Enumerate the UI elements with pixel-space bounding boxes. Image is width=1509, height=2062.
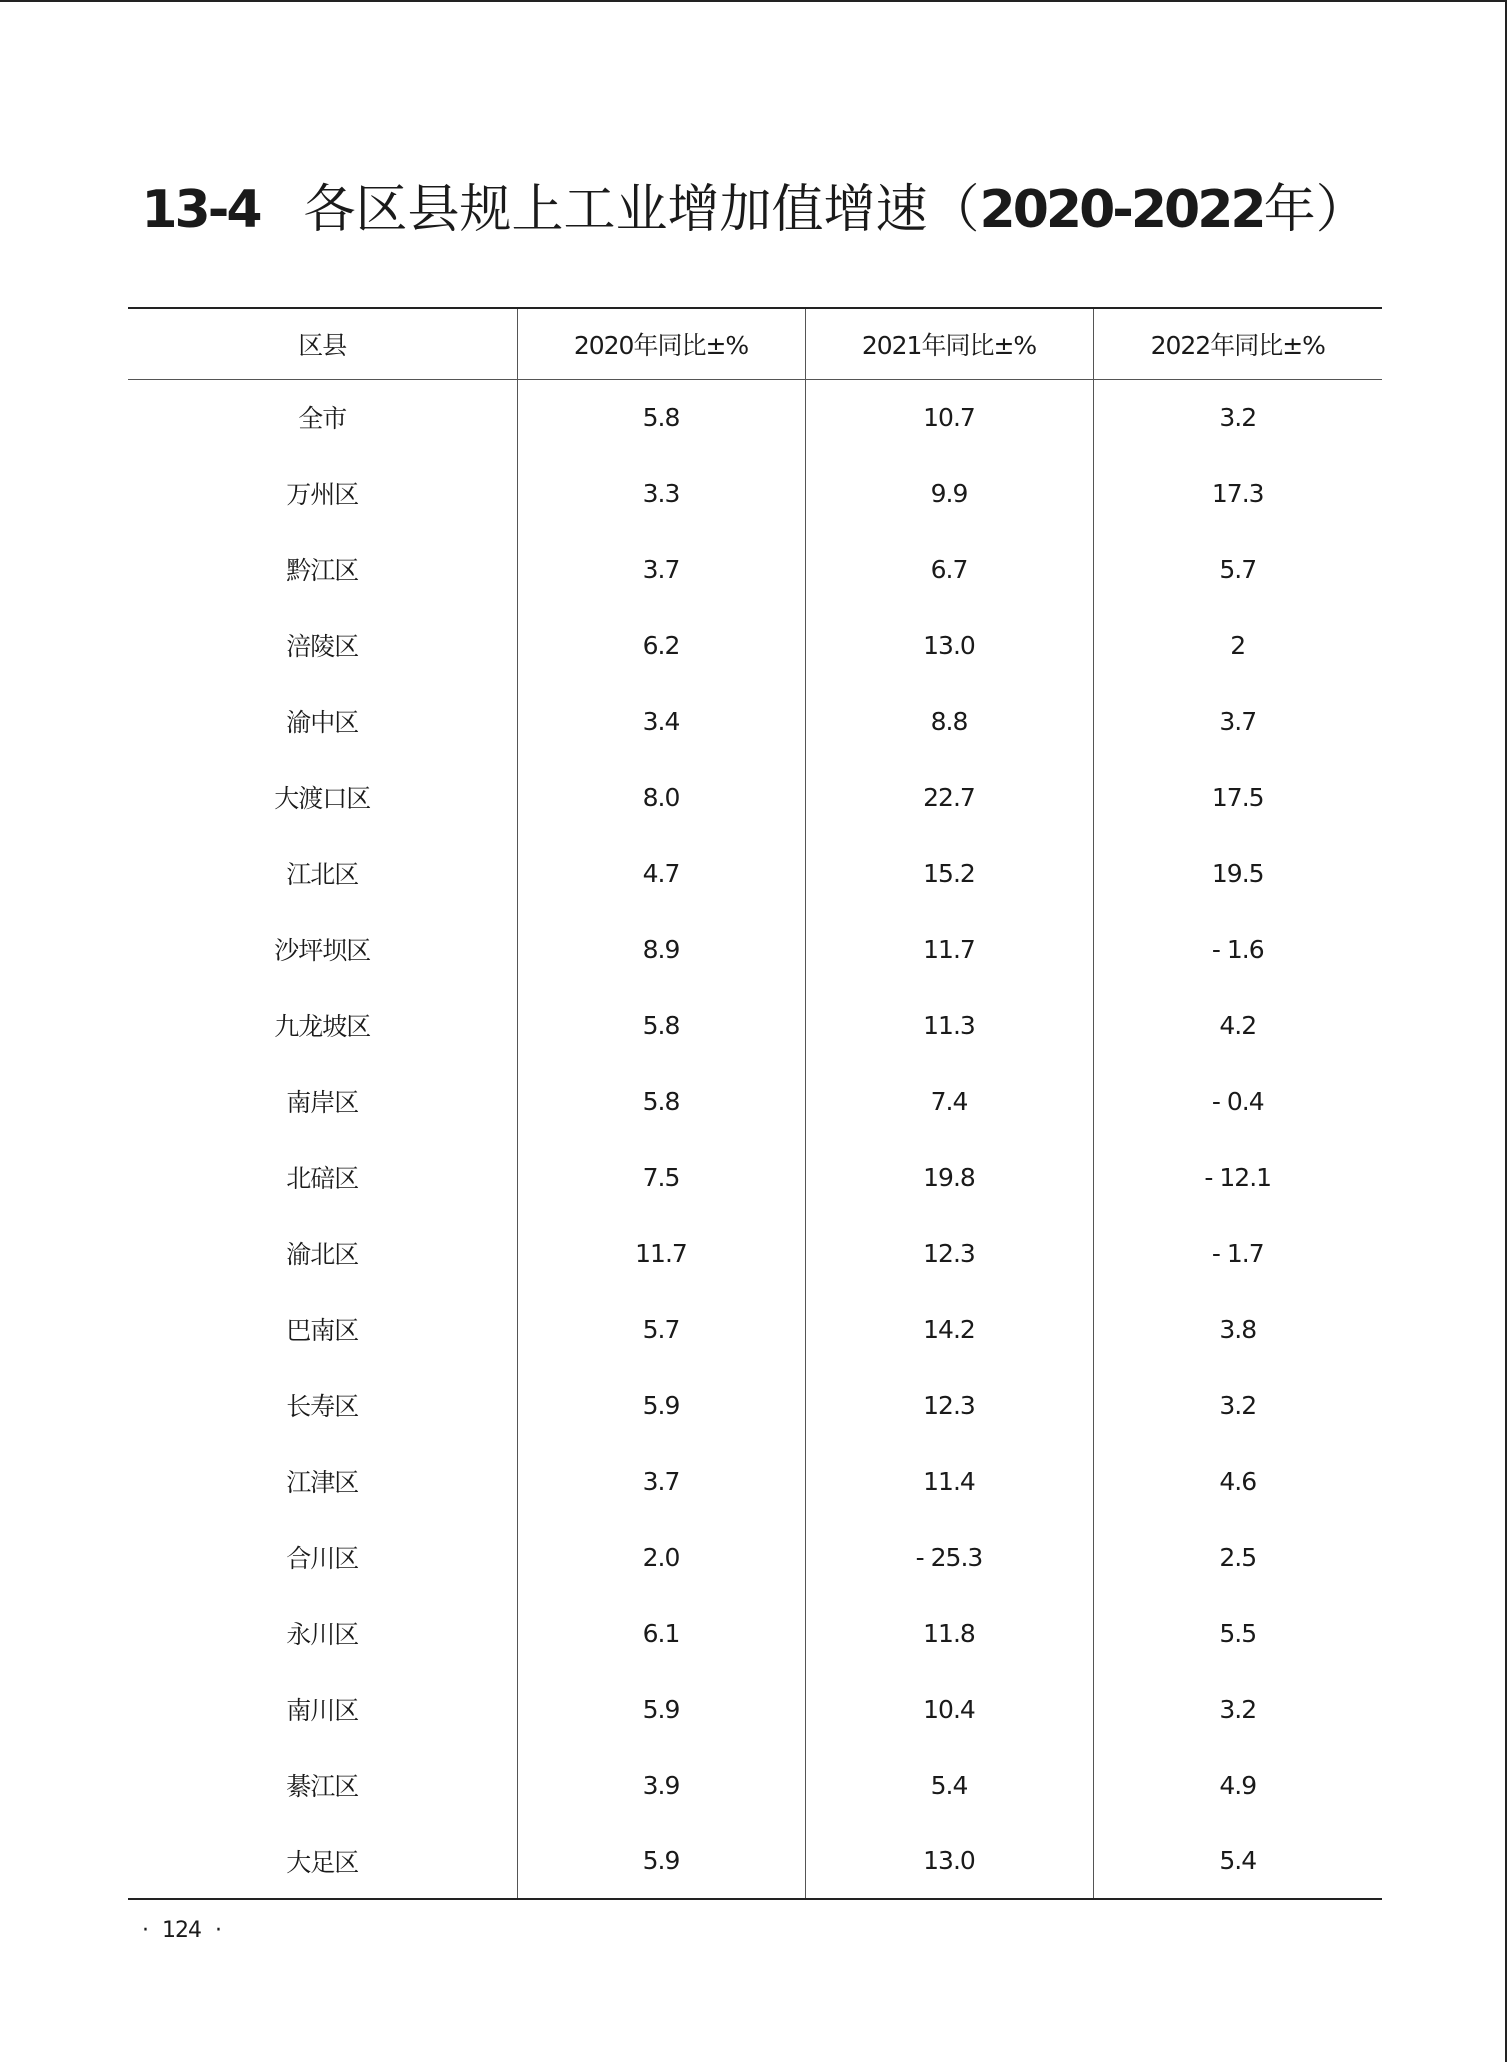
page-number: 124	[162, 1918, 201, 1943]
cell-2021: 13.0	[805, 1823, 1093, 1899]
cell-2021: 13.0	[805, 607, 1093, 683]
table-row	[128, 531, 1382, 607]
table-row	[128, 1063, 1382, 1139]
footer-dot-right: ·	[215, 1918, 221, 1943]
table-row	[128, 835, 1382, 911]
cell-2022: 3.8	[1093, 1291, 1382, 1367]
page-title	[0, 178, 1509, 242]
header-district: 区县	[128, 308, 517, 379]
cell-2022: 19.5	[1093, 835, 1382, 911]
cell-2021: 19.8	[805, 1139, 1093, 1215]
cell-2022: 5.5	[1093, 1595, 1382, 1671]
cell-2022: 2	[1093, 607, 1382, 683]
cell-2020: 7.5	[517, 1139, 805, 1215]
cell-2021: 11.8	[805, 1595, 1093, 1671]
cell-2022: 5.7	[1093, 531, 1382, 607]
cell-district: 北碚区	[286, 1164, 359, 1193]
cell-2022: 5.4	[1093, 1823, 1382, 1899]
table-row	[128, 1823, 1382, 1899]
cell-district: 江津区	[286, 1468, 359, 1497]
cell-2021: 12.3	[805, 1367, 1093, 1443]
table-row	[128, 1671, 1382, 1747]
cell-2020: 5.8	[517, 987, 805, 1063]
cell-district: 沙坪坝区	[274, 936, 371, 965]
cell-2022: - 0.4	[1093, 1063, 1382, 1139]
table-row	[128, 1443, 1382, 1519]
cell-2020: 11.7	[517, 1215, 805, 1291]
cell-district: 渝中区	[286, 708, 359, 737]
cell-2020: 3.7	[517, 1443, 805, 1519]
cell-2021: 10.4	[805, 1671, 1093, 1747]
cell-2022: 3.7	[1093, 683, 1382, 759]
table-row	[128, 455, 1382, 531]
cell-2020: 5.8	[517, 379, 805, 455]
cell-2020: 5.7	[517, 1291, 805, 1367]
table-row	[128, 911, 1382, 987]
table-number: 13-4	[141, 180, 260, 240]
cell-2021: 9.9	[805, 455, 1093, 531]
cell-2021: 14.2	[805, 1291, 1093, 1367]
cell-2022: 4.9	[1093, 1747, 1382, 1823]
table-row	[128, 1747, 1382, 1823]
cell-2022: 17.3	[1093, 455, 1382, 531]
cell-2022: 3.2	[1093, 1367, 1382, 1443]
table-row	[128, 759, 1382, 835]
table-row	[128, 1519, 1382, 1595]
cell-district: 巴南区	[286, 1316, 359, 1345]
table-row	[128, 987, 1382, 1063]
cell-2020: 4.7	[517, 835, 805, 911]
table-row	[128, 683, 1382, 759]
cell-district: 长寿区	[286, 1392, 359, 1421]
table-row	[128, 379, 1382, 455]
cell-2022: 3.2	[1093, 379, 1382, 455]
cell-2020: 2.0	[517, 1519, 805, 1595]
cell-district: 江北区	[286, 860, 359, 889]
data-table	[128, 307, 1382, 1900]
footer-dot-left: ·	[142, 1918, 148, 1943]
cell-2021: 12.3	[805, 1215, 1093, 1291]
cell-2020: 6.1	[517, 1595, 805, 1671]
cell-2022: - 1.6	[1093, 911, 1382, 987]
cell-2020: 5.9	[517, 1671, 805, 1747]
cell-2021: 6.7	[805, 531, 1093, 607]
cell-2020: 8.9	[517, 911, 805, 987]
cell-2021: 7.4	[805, 1063, 1093, 1139]
cell-district: 渝北区	[286, 1240, 359, 1269]
cell-2020: 5.8	[517, 1063, 805, 1139]
cell-2020: 3.7	[517, 531, 805, 607]
cell-district: 万州区	[286, 480, 359, 509]
page-footer	[128, 1918, 235, 1943]
cell-2022: 4.2	[1093, 987, 1382, 1063]
cell-2022: - 12.1	[1093, 1139, 1382, 1215]
title-open-paren: （	[927, 180, 980, 240]
cell-2021: 22.7	[805, 759, 1093, 835]
header-2020: 2020年同比±%	[517, 308, 805, 379]
title-text: 各区县规上工业增加值增速	[303, 180, 928, 240]
cell-2020: 3.9	[517, 1747, 805, 1823]
cell-2021: - 25.3	[805, 1519, 1093, 1595]
cell-2022: 4.6	[1093, 1443, 1382, 1519]
title-close-paren: ）	[1315, 180, 1368, 240]
cell-2021: 11.4	[805, 1443, 1093, 1519]
title-years: 2020-2022	[979, 180, 1264, 240]
header-row	[128, 308, 1382, 379]
header-2022: 2022年同比±%	[1093, 308, 1382, 379]
cell-2020: 3.4	[517, 683, 805, 759]
table-row	[128, 1291, 1382, 1367]
cell-district: 黔江区	[286, 556, 359, 585]
cell-2021: 5.4	[805, 1747, 1093, 1823]
title-year-suffix: 年	[1263, 180, 1316, 240]
cell-2021: 11.7	[805, 911, 1093, 987]
cell-district: 九龙坡区	[274, 1012, 371, 1041]
cell-2021: 11.3	[805, 987, 1093, 1063]
cell-2022: 17.5	[1093, 759, 1382, 835]
cell-district: 南岸区	[286, 1088, 359, 1117]
cell-district: 大渡口区	[274, 784, 371, 813]
cell-2020: 6.2	[517, 607, 805, 683]
cell-2022: - 1.7	[1093, 1215, 1382, 1291]
cell-district: 綦江区	[286, 1772, 359, 1801]
cell-2021: 15.2	[805, 835, 1093, 911]
cell-2022: 3.2	[1093, 1671, 1382, 1747]
table-row	[128, 607, 1382, 683]
table-row	[128, 1367, 1382, 1443]
cell-district: 涪陵区	[286, 632, 359, 661]
cell-district: 合川区	[286, 1544, 359, 1573]
table-row	[128, 1215, 1382, 1291]
table-header	[128, 308, 1382, 379]
cell-2020: 3.3	[517, 455, 805, 531]
cell-2020: 8.0	[517, 759, 805, 835]
cell-district: 全市	[298, 404, 347, 434]
cell-2022: 2.5	[1093, 1519, 1382, 1595]
cell-district: 南川区	[286, 1696, 359, 1725]
cell-district: 永川区	[286, 1620, 359, 1649]
cell-2021: 8.8	[805, 683, 1093, 759]
header-2021: 2021年同比±%	[805, 308, 1093, 379]
cell-2020: 5.9	[517, 1823, 805, 1899]
cell-district: 大足区	[128, 1823, 517, 1899]
table-row	[128, 1595, 1382, 1671]
table-row	[128, 1139, 1382, 1215]
cell-2021: 10.7	[805, 379, 1093, 455]
table-body	[128, 379, 1382, 1899]
cell-2020: 5.9	[517, 1367, 805, 1443]
